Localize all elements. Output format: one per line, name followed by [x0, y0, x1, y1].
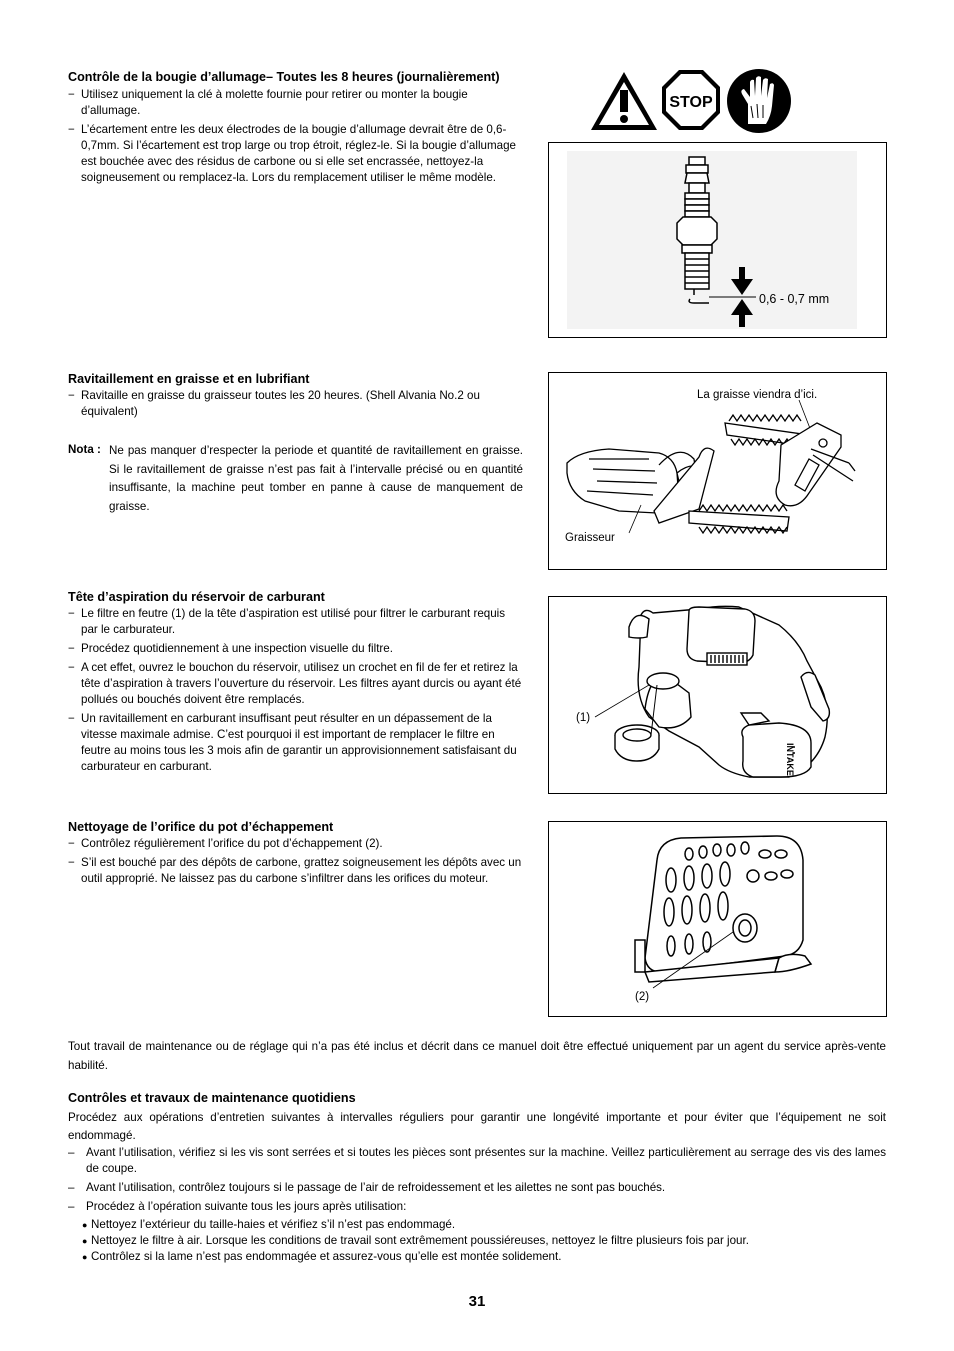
page-number: 31: [468, 1293, 486, 1310]
section-title-spark-plug: Contrôle de la bougie d’allumage– Toutes les 8 heures (journalièrement): [68, 70, 500, 84]
nota-text: Ne pas manquer d’respecter la periode et quantité de ravitaillement en graisse. Si le ravitaillement de graisse n’est pas fait à l’intervalle précisé ou en quantité insuffisante, la machine peut tomber en panne à cause de manquement de graisse.: [109, 444, 523, 513]
hedge-trimmer-illustration: [567, 415, 855, 533]
list-item: − L’écartement entre les deux électrodes de la bougie d’allumage devrait être de 0,6-0,7mm. Si l’écartement est trop large ou trop étroit, réglez-le. Si la bougie d’allumage est bouchée avec des résidus de carbone ou si elle set encrassée, nettoyez-la soigneusement ou remplacez-la. Lors du remplacement utiliser le même modèle.: [68, 122, 523, 186]
list-item: − S’il est bouché par des dépôts de carbone, grattez soigneusement les dépôts avec un outil approprié. Ne laissez pas du carbone s’infiltrer dans les orifices du moteur.: [68, 855, 523, 887]
section-title-fuel-head: Tête d’aspiration du réservoir de carburant: [68, 590, 325, 604]
exhaust-instructions: [68, 836, 523, 890]
general-maintenance-note: Tout travail de maintenance ou de réglage qui n’a pas été inclus et décrit dans ce manuel doit être effectué uniquement par un agent du service après-vente habilité.: [68, 1040, 886, 1072]
daily-tasks-bullets: [68, 1217, 886, 1265]
section-title-daily-checks: Contrôles et travaux de maintenance quotidiens: [68, 1091, 356, 1105]
exhaust-outlet-label: (2): [635, 991, 650, 1003]
list-item: ● Contrôlez si la lame n’est pas endommagée et assurez-vous qu’elle est montée solidement.: [82, 1249, 886, 1265]
warning-triangle-icon: [591, 72, 657, 130]
list-item: – Avant l’utilisation, vérifiez si les vis sont serrées et si toutes les pièces sont présentes sur la machine. Veillez particulièrement au serrage des vis des lames de coupe.: [68, 1145, 886, 1177]
grease-instructions: [68, 388, 523, 423]
list-item: – Procédez à l’opération suivante tous les jours après utilisation:: [68, 1199, 886, 1215]
list-item: − Ravitaille en graisse du graisseur toutes les 20 heures. (Shell Alvania No.2 ou équivalent): [68, 388, 523, 420]
fuel-filter-label: (1): [576, 712, 591, 724]
list-item: − Le filtre en feutre (1) de la tête d’aspiration est utilisé pour filtrer le carburant requis par le carburateur.: [68, 606, 523, 638]
list-item: − A cet effet, ouvrez le bouchon du réservoir, utilisez un crochet en fil de fer et retirez la tête d’aspiration à travers l’ouverture du réservoir. Les filtres ayant durcis ou ayant été pollués ou bouchés doivent être remplacés.: [68, 660, 523, 708]
grease-figure: [548, 372, 887, 570]
section-title-grease: Ravitaillement en graisse et en lubrifiant: [68, 372, 310, 386]
intake-engraving: INTAKE: [785, 743, 795, 776]
list-item: − Utilisez uniquement la clé à molette fournie pour retirer ou monter la bougie d’allumage.: [68, 87, 523, 119]
daily-checks-list: [68, 1145, 886, 1218]
muffler-figure: [548, 821, 887, 1017]
list-item: − Procédez quotidiennement à une inspection visuelle du filtre.: [68, 641, 523, 657]
fuel-tank-figure: [548, 596, 887, 794]
gap-measurement-label: 0,6 - 0,7 mm: [759, 292, 830, 306]
section-title-exhaust: Nettoyage de l’orifice du pot d’échappement: [68, 820, 334, 834]
nota-label: Nota :: [68, 443, 101, 456]
list-item: ● Nettoyez le filtre à air. Lorsque les conditions de travail sont extrêmement poussiéreuses, nettoyez le filtre plusieurs fois par jour.: [82, 1233, 886, 1249]
spark-plug-figure: [548, 142, 887, 338]
muffler-illustration: [635, 836, 811, 982]
daily-checks-intro: Procédez aux opérations d’entretien suivantes à intervalles réguliers pour garantir une longévité importante et pour éviter que l’équipement ne soit endommagé.: [68, 1111, 886, 1142]
list-item: − Un ravitaillement en carburant insuffisant peut résulter en un dépassement de la vitesse maximale admise. C’est pourquoi il est important de remplacer le filtre en feutre au moins tous les 3 mois afin de garantir un approvisionnement satisfaisant du carburateur en carburant.: [68, 711, 523, 775]
gloves-icon: [727, 69, 791, 133]
list-item: – Avant l’utilisation, contrôlez toujours si le passage de l’air de refroidessement et les ailettes ne sont pas bouchés.: [68, 1180, 886, 1196]
nota-block: [68, 442, 523, 516]
list-item: ● Nettoyez l’extérieur du taille-haies et vérifiez s’il n’est pas endommagé.: [82, 1217, 886, 1233]
safety-icons: [588, 68, 793, 134]
stop-sign-icon: [662, 70, 720, 130]
spark-plug-instructions: [68, 87, 523, 189]
list-item: − Contrôlez régulièrement l’orifice du pot d’échappement (2).: [68, 836, 523, 852]
grease-outlet-label: La graisse viendra d’ici.: [697, 389, 818, 401]
fuel-head-instructions: [68, 606, 523, 778]
grease-nipple-label: Graisseur: [565, 532, 615, 544]
stop-sign-text: STOP: [669, 94, 713, 111]
engine-fuel-tank-illustration: [615, 606, 829, 777]
